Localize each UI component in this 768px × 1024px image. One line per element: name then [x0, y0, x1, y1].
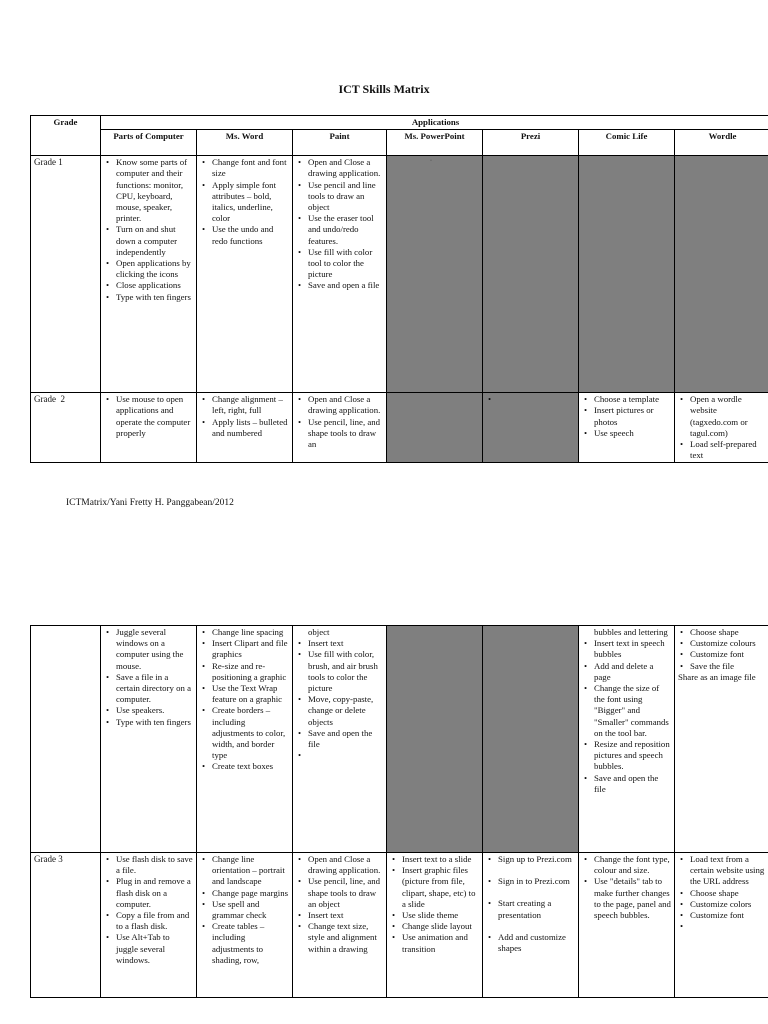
skills-matrix-table-page1: [30, 115, 768, 463]
list-item: • Choose shape: [690, 627, 767, 638]
grade2-continued-row: [31, 626, 768, 853]
document-title: ICT Skills Matrix: [338, 82, 430, 96]
list-item: • Use pencil, line, and shape tools to draw an: [308, 417, 383, 451]
list-item: • Insert text: [308, 638, 383, 649]
list-item: • Use the undo and redo functions: [212, 224, 289, 246]
list-item: • Create borders – including adjustments to color, width, and border type: [212, 705, 289, 761]
list-item: • Create text boxes: [212, 761, 289, 772]
list-item: • Plug in and remove a flash disk on a computer.: [116, 876, 193, 910]
col-ms-powerpoint: Ms. PowerPoint: [387, 130, 483, 156]
grade3-comic-cell: [579, 853, 675, 998]
col-wordle: Wordle: [675, 130, 768, 156]
list-item: • Save and open the file: [308, 728, 383, 750]
grade3-word-cell: [197, 853, 293, 998]
list-item: • Open and Close a drawing application.: [308, 394, 383, 416]
grade3-row: [31, 853, 768, 998]
list-item: • Load text from a certain website using the URL address: [690, 854, 767, 888]
list-item: • Save the file: [690, 661, 767, 672]
list-item: • Insert text in speech bubbles: [594, 638, 671, 660]
list-item: • Choose a template: [594, 394, 671, 405]
list-item: • Insert Clipart and file graphics: [212, 638, 289, 660]
col-parts-of-computer: Parts of Computer: [101, 130, 197, 156]
list-item: • Customize colors: [690, 899, 767, 910]
spacer: [498, 921, 575, 932]
list-item: • Turn on and shut down a computer independently: [116, 224, 193, 258]
grade2-word-cell: [197, 393, 293, 463]
list-item: • Change font and font size: [212, 157, 289, 179]
list-item: • Customize font: [690, 649, 767, 660]
list-item: • Create tables – including adjustments to shading, row,: [212, 921, 289, 966]
list-item: • Use fill with color tool to color the picture: [308, 247, 383, 281]
footer-credit: ICTMatrix/Yani Fretty H. Panggabean/2012: [66, 498, 234, 508]
list-item: • Change slide layout: [402, 921, 479, 932]
grade1-prezi-cell: [483, 156, 579, 393]
list-item: • Copy a file from and to a flash disk.: [116, 910, 193, 932]
list-item: • Use speakers.: [116, 705, 193, 716]
list-item: • Open applications by clicking the icons: [116, 258, 193, 280]
grade2c-wordle-cell: [675, 626, 768, 853]
col-ms-word: Ms. Word: [197, 130, 293, 156]
grade1-word-cell: [197, 156, 293, 393]
list-item: • Customize font: [690, 910, 767, 921]
grade1-row: [31, 156, 768, 393]
list-item: • Start creating a presentation: [498, 898, 575, 920]
list-item: • Re-size and re-positioning a graphic: [212, 661, 289, 683]
grade2-label: Grade 2: [31, 393, 101, 463]
list-item: • Use speech: [594, 428, 671, 439]
list-item: • Sign up to Prezi.com: [498, 854, 575, 865]
list-item: • Change the font type, colour and size.: [594, 854, 671, 876]
grade1-paint-cell: [293, 156, 387, 393]
list-item: • Use fill with color, brush, and air brush tools to color the picture: [308, 649, 383, 694]
list-item: • Insert graphic files (picture from file, clipart, shape, etc) to a slide: [402, 865, 479, 910]
list-item: • Use "details" tab to make further changes to the page, panel and speech bubbles.: [594, 876, 671, 921]
list-item: • Sign in to Prezi.com: [498, 876, 575, 887]
list-item: [308, 750, 383, 761]
list-item: • Use Alt+Tab to juggle several windows.: [116, 932, 193, 966]
grade2-parts-cell: [101, 393, 197, 463]
wordle-share-text: Share as an image file: [678, 671, 756, 682]
grade2c-comic-cell: [579, 626, 675, 853]
list-item: • Save and open the file: [594, 773, 671, 795]
grade2-wordle-cell: [675, 393, 768, 463]
col-paint: Paint: [293, 130, 387, 156]
list-item: • Insert text to a slide: [402, 854, 479, 865]
grade1-comic-cell: [579, 156, 675, 393]
list-item: • Save and open a file: [308, 280, 383, 291]
grade2c-powerpoint-cell: [387, 626, 483, 853]
grade2-paint-cell: [293, 393, 387, 463]
list-item: • Change text size, style and alignment within a drawing: [308, 921, 383, 955]
list-item: • Type with ten fingers: [116, 717, 193, 728]
list-item: • Change page margins: [212, 888, 289, 899]
col-comic-life: Comic Life: [579, 130, 675, 156]
list-item: • Change line spacing: [212, 627, 289, 638]
list-item: • Insert pictures or photos: [594, 405, 671, 427]
grade3-label: Grade 3: [31, 853, 101, 998]
grade2c-prezi-cell: [483, 626, 579, 853]
list-item: • Save a file in a certain directory on a computer.: [116, 672, 193, 706]
grade2-powerpoint-cell: [387, 393, 483, 463]
grade1-wordle-cell: [675, 156, 768, 393]
grade2c-paint-cell: [293, 626, 387, 853]
list-item: • Use pencil and line tools to draw an object: [308, 180, 383, 214]
list-item: • Open and Close a drawing application.: [308, 157, 383, 179]
list-item: • Close applications: [116, 280, 193, 291]
grade2-comic-cell: [579, 393, 675, 463]
list-item: • Use the Text Wrap feature on a graphic: [212, 683, 289, 705]
list-item: • Use the eraser tool and undo/redo features.: [308, 213, 383, 247]
list-item: bubbles and lettering: [594, 627, 668, 637]
col-prezi: Prezi: [483, 130, 579, 156]
grade2c-parts-cell: [101, 626, 197, 853]
list-item: • Choose shape: [690, 888, 767, 899]
grade3-paint-cell: [293, 853, 387, 998]
list-item: • Use spell and grammar check: [212, 899, 289, 921]
list-item: object: [308, 627, 330, 637]
list-item: • Change the size of the font using "Bigger" and "Smaller" commands on the tool bar.: [594, 683, 671, 739]
list-item: • Apply lists – bulleted and numbered: [212, 417, 289, 439]
list-item: • Open a wordle website (tagxedo.com or tagul.com): [690, 394, 767, 439]
skills-matrix-table-page2: [30, 625, 768, 998]
list-item: • Apply simple font attributes – bold, italics, underline, color: [212, 180, 289, 225]
grade2-prezi-cell: [483, 393, 579, 463]
grade-header: Grade: [31, 116, 101, 156]
list-item: • Use mouse to open applications and operate the computer properly: [116, 394, 193, 439]
list-item: • Resize and reposition pictures and speech bubbles.: [594, 739, 671, 773]
list-item: • Load self-prepared text: [690, 439, 767, 461]
grade2-row: [31, 393, 768, 463]
grade3-wordle-cell: [675, 853, 768, 998]
applications-header: Applications: [101, 116, 768, 130]
list-item: • Use animation and transition: [402, 932, 479, 954]
list-item: • Type with ten fingers: [116, 292, 193, 303]
list-item: • Juggle several windows on a computer using the mouse.: [116, 627, 193, 672]
grade2c-word-cell: [197, 626, 293, 853]
list-item: • Use pencil, line, and shape tools to draw an object: [308, 876, 383, 910]
grade3-prezi-cell: [483, 853, 579, 998]
list-item: [690, 921, 767, 932]
list-item: • Open and Close a drawing application.: [308, 854, 383, 876]
spacer: [498, 865, 575, 876]
grade1-parts-cell: [101, 156, 197, 393]
grade1-label: Grade 1: [31, 156, 101, 393]
list-item: • Move, copy-paste, change or delete objects: [308, 694, 383, 728]
list-item: • Use flash disk to save a file.: [116, 854, 193, 876]
list-item: • Add and delete a page: [594, 661, 671, 683]
list-item: • Change line orientation – portrait and landscape: [212, 854, 289, 888]
list-item: • Use slide theme: [402, 910, 479, 921]
powerpoint-mark: ·: [430, 158, 432, 164]
list-item: • Change alignment – left, right, full: [212, 394, 289, 416]
spacer: [498, 887, 575, 898]
grade3-parts-cell: [101, 853, 197, 998]
grade3-powerpoint-cell: [387, 853, 483, 998]
list-item: • Insert text: [308, 910, 383, 921]
grade2-continued-label: [31, 626, 101, 853]
grade1-powerpoint-cell: [387, 156, 483, 393]
list-item: • Customize colours: [690, 638, 767, 649]
list-item: • Know some parts of computer and their functions: monitor, CPU, keyboard, mouse, speaker, printer.: [116, 157, 193, 224]
list-item: • Add and customize shapes: [498, 932, 575, 954]
